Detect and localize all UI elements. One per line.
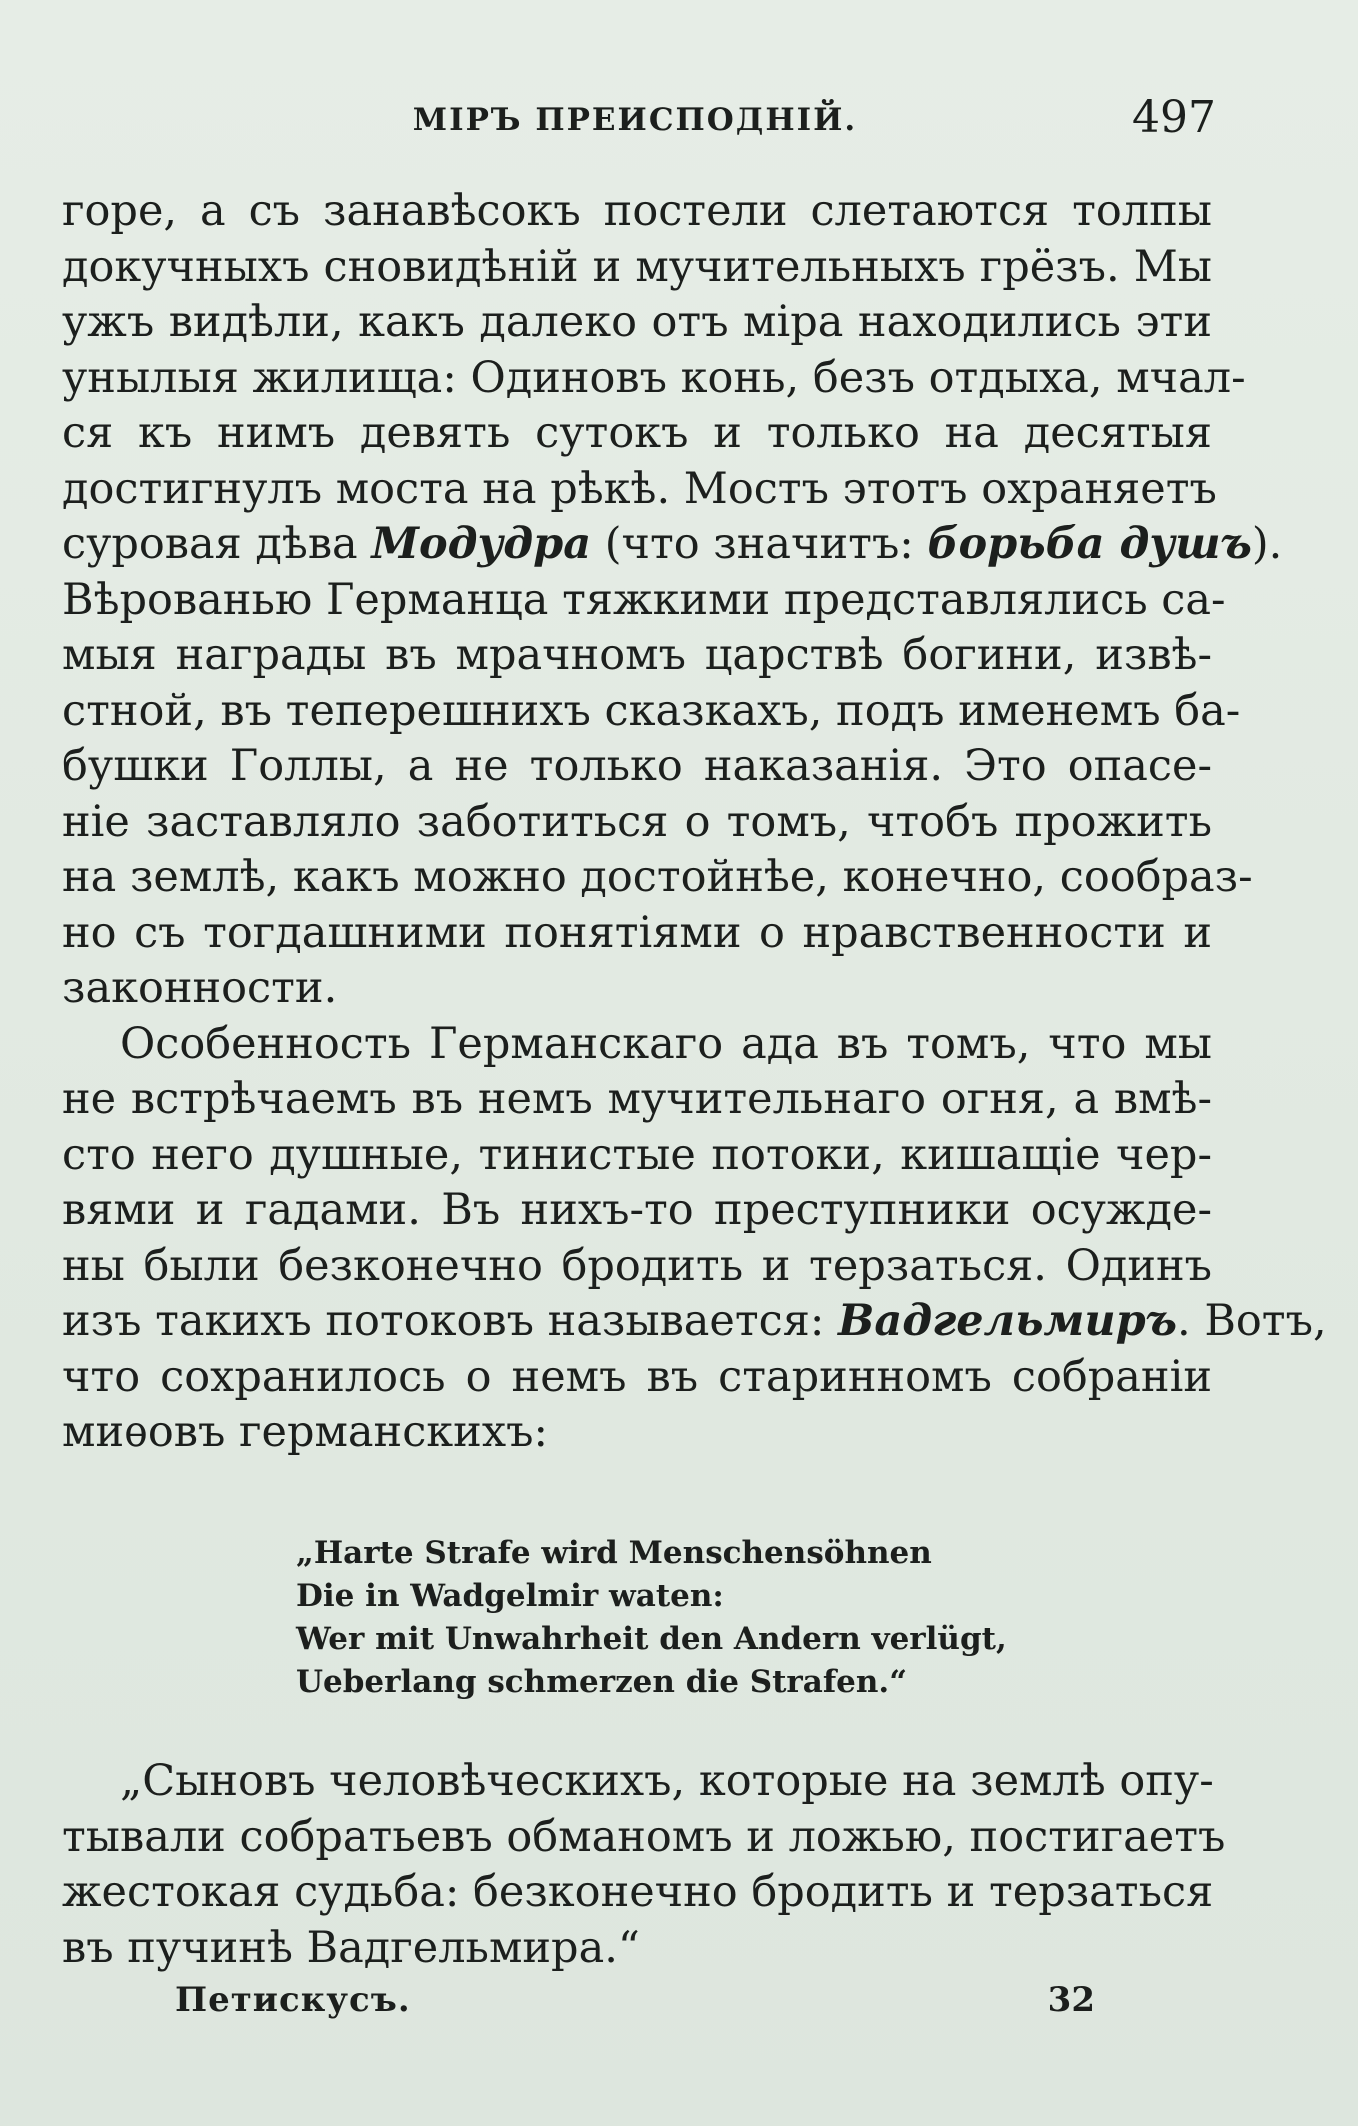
- text-line: [62, 1294, 1327, 1350]
- verse-line: Wer mit Unwahrheit den Andern verlügt,: [296, 1621, 1007, 1657]
- text-line: ніе заставляло заботиться о томъ, чтобъ прожить: [62, 796, 1212, 847]
- text-line: докучныхъ сновидѣній и мучительныхъ грёзъ. Мы: [62, 241, 1212, 292]
- verse-translation: [62, 1753, 1226, 1975]
- text-line: Особенность Германскаго ада въ томъ, что мы: [120, 1018, 1212, 1069]
- text-line: не встрѣчаемъ въ немъ мучительнаго огня, а вмѣ-: [62, 1074, 1212, 1124]
- text-line: но съ тогдашними понятіями о нравственности и: [62, 907, 1212, 958]
- paragraph-2: [62, 1017, 1327, 1461]
- text-line: въ пучинѣ Вадгельмира.“: [62, 1922, 640, 1973]
- german-verse-quote: [296, 1532, 1007, 1704]
- page-footer: [175, 1980, 1095, 2030]
- text-line: „Сыновъ человѣческихъ, которые на землѣ опу-: [120, 1756, 1214, 1806]
- text-line: сто него душные, тинистые потоки, кишащіе чер-: [62, 1129, 1212, 1180]
- text-line: бушки Голлы, а не только наказанія. Это опасе-: [62, 741, 1212, 791]
- verse-line: Die in Wadgelmir waten:: [296, 1578, 724, 1614]
- text-line: мыя награды въ мрачномъ царствѣ богини, извѣ-: [62, 630, 1212, 680]
- text-line: что сохранилось о немъ въ старинномъ собраніи: [62, 1351, 1212, 1402]
- text-line: жестокая судьба: безконечно бродить и терзаться: [62, 1867, 1214, 1917]
- text-line: ужъ видѣли, какъ далеко отъ міра находились эти: [62, 297, 1212, 347]
- italic-term: Вадгельмиръ: [838, 1296, 1177, 1346]
- signature-mark: Петискусъ.: [175, 1980, 411, 2020]
- text-line: ны были безконечно бродить и терзаться. Одинъ: [62, 1240, 1212, 1291]
- text-line: [62, 517, 1283, 573]
- running-title: МІРЪ ПРЕИСПОДНІЙ.: [412, 102, 858, 138]
- text-fragment: . Вотъ,: [1176, 1296, 1327, 1346]
- text-fragment: (что значитъ:: [591, 519, 928, 569]
- sheet-number: 32: [1047, 1980, 1095, 2020]
- verse-line: Ueberlang schmerzen die Strafen.“: [296, 1664, 908, 1700]
- body-text: [62, 184, 1327, 1461]
- text-fragment: суровая дѣва: [62, 519, 372, 569]
- italic-term: борьба душъ: [927, 519, 1252, 569]
- text-line: вями и гадами. Въ нихъ-то преступники осужде-: [62, 1185, 1212, 1235]
- text-line: тывали собратьевъ обманомъ и ложью, постигаетъ: [62, 1811, 1226, 1862]
- text-fragment: изъ такихъ потоковъ называется:: [62, 1296, 839, 1346]
- text-line: миѳовъ германскихъ:: [62, 1407, 548, 1457]
- verse-line: „Harte Strafe wird Menschensöhnen: [296, 1535, 932, 1571]
- italic-term: Модудра: [371, 519, 592, 569]
- page-number: 497: [1132, 92, 1216, 143]
- text-line: унылыя жилища: Одиновъ конь, безъ отдыха, мчал-: [62, 352, 1246, 403]
- text-line: на землѣ, какъ можно достойнѣе, конечно, сообраз-: [62, 852, 1253, 902]
- running-header: [60, 92, 1216, 152]
- text-line: достигнулъ моста на рѣкѣ. Мостъ этотъ охраняетъ: [62, 463, 1217, 514]
- paragraph-1: [62, 184, 1283, 1017]
- text-line: горе, а съ занавѣсокъ постели слетаются толпы: [62, 186, 1212, 236]
- text-line: ся къ нимъ девять сутокъ и только на десятыя: [62, 408, 1212, 458]
- text-fragment: ).: [1251, 519, 1283, 569]
- text-line: стной, въ теперешнихъ сказкахъ, подъ именемъ ба-: [62, 685, 1241, 736]
- text-line: законности.: [62, 963, 338, 1013]
- text-line: Вѣрованью Германца тяжкими представлялись са-: [62, 574, 1226, 625]
